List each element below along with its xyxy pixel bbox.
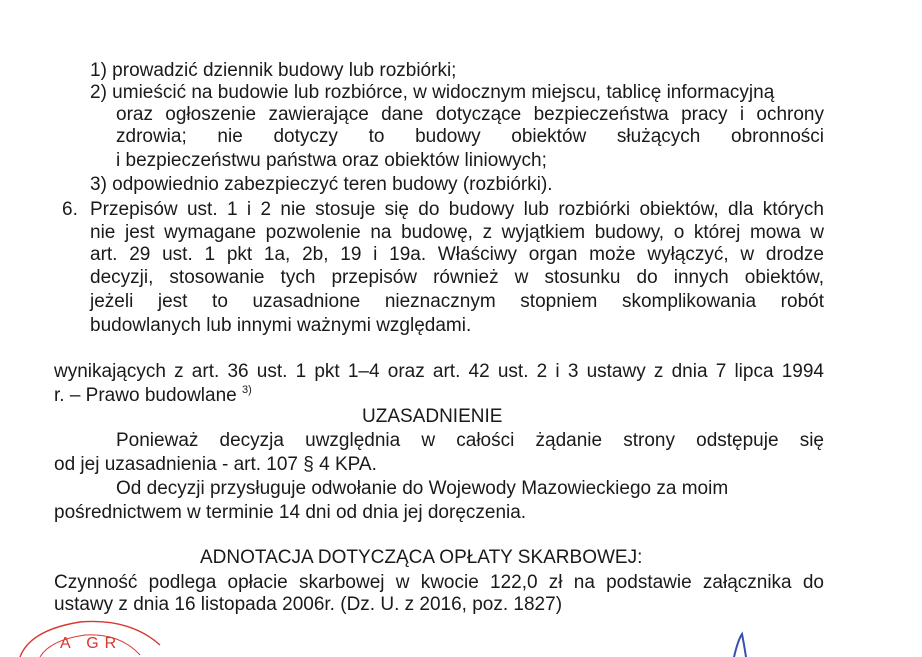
- footnote-marker: 3): [242, 384, 252, 396]
- justification-p2-line-1: Od decyzji przysługuje odwołanie do Wojewody Mazowieckiego za moim: [116, 478, 729, 499]
- stamp-duty-heading: ADNOTACJA DOTYCZĄCA OPŁATY SKARBOWEJ:: [200, 547, 643, 568]
- paragraph-6-line-2: nie jest wymagane pozwolenie na budowę, z wyjątkiem budowy, o której mowa w: [90, 222, 824, 243]
- list-item-3: 3) odpowiednio zabezpieczyć teren budowy (rozbiórki).: [90, 174, 553, 195]
- legal-basis-line-1: wynikających z art. 36 ust. 1 pkt 1–4 oraz art. 42 ust. 2 i 3 ustawy z dnia 7 lipca 1994: [54, 361, 824, 382]
- paragraph-6-line-6: budowlanych lub innymi ważnymi względami.: [90, 315, 472, 336]
- signature-stroke: [734, 634, 746, 657]
- stamp-duty-line-1: Czynność podlega opłacie skarbowej w kwocie 122,0 zł na podstawie załącznika do: [54, 572, 824, 593]
- paragraph-6-line-1: Przepisów ust. 1 i 2 nie stosuje się do budowy lub rozbiórki obiektów, dla których: [90, 199, 824, 220]
- paragraph-6-line-3: art. 29 ust. 1 pkt 1a, 2b, 19 i 19a. Właściwy organ może wyłączyć, w drodze: [90, 244, 824, 265]
- list-item-2-line-2: oraz ogłoszenie zawierające dane dotyczące bezpieczeństwa pracy i ochrony: [116, 104, 824, 125]
- justification-heading: UZASADNIENIE: [362, 406, 503, 427]
- stamp-text: A GR: [60, 635, 123, 652]
- official-stamp: [0, 600, 180, 657]
- list-item-2-line-4: i bezpieczeństwu państwa oraz obiektów liniowych;: [116, 150, 547, 171]
- legal-basis-text: r. – Prawo budowlane: [54, 385, 237, 406]
- list-item-2-line-1: 2) umieścić na budowie lub rozbiórce, w widocznym miejscu, tablicę informacyjną: [90, 82, 775, 103]
- justification-p2-line-2: pośrednictwem w terminie 14 dni od dnia jej doręczenia.: [54, 502, 527, 523]
- list-item-1: 1) prowadzić dziennik budowy lub rozbiórki;: [90, 60, 457, 81]
- stamp-duty-line-2: ustawy z dnia 16 listopada 2006r. (Dz. U. z 2016, poz. 1827): [54, 594, 563, 615]
- list-item-2-line-3: zdrowia; nie dotyczy to budowy obiektów służących obronności: [116, 126, 824, 147]
- paragraph-6-number: 6.: [62, 199, 78, 220]
- signature-mark: [728, 630, 768, 657]
- paragraph-6-line-4: decyzji, stosowanie tych przepisów również w stosunku do innych obiektów,: [90, 267, 824, 288]
- justification-p1-line-1: Ponieważ decyzja uwzględnia w całości żądanie strony odstępuje się: [116, 430, 824, 451]
- justification-p1-line-2: od jej uzasadnienia - art. 107 § 4 KPA.: [54, 454, 377, 475]
- paragraph-6-line-5: jeżeli jest to uzasadnione nieznacznym stopniem skomplikowania robót: [90, 291, 824, 312]
- legal-basis-line-2: [54, 385, 252, 407]
